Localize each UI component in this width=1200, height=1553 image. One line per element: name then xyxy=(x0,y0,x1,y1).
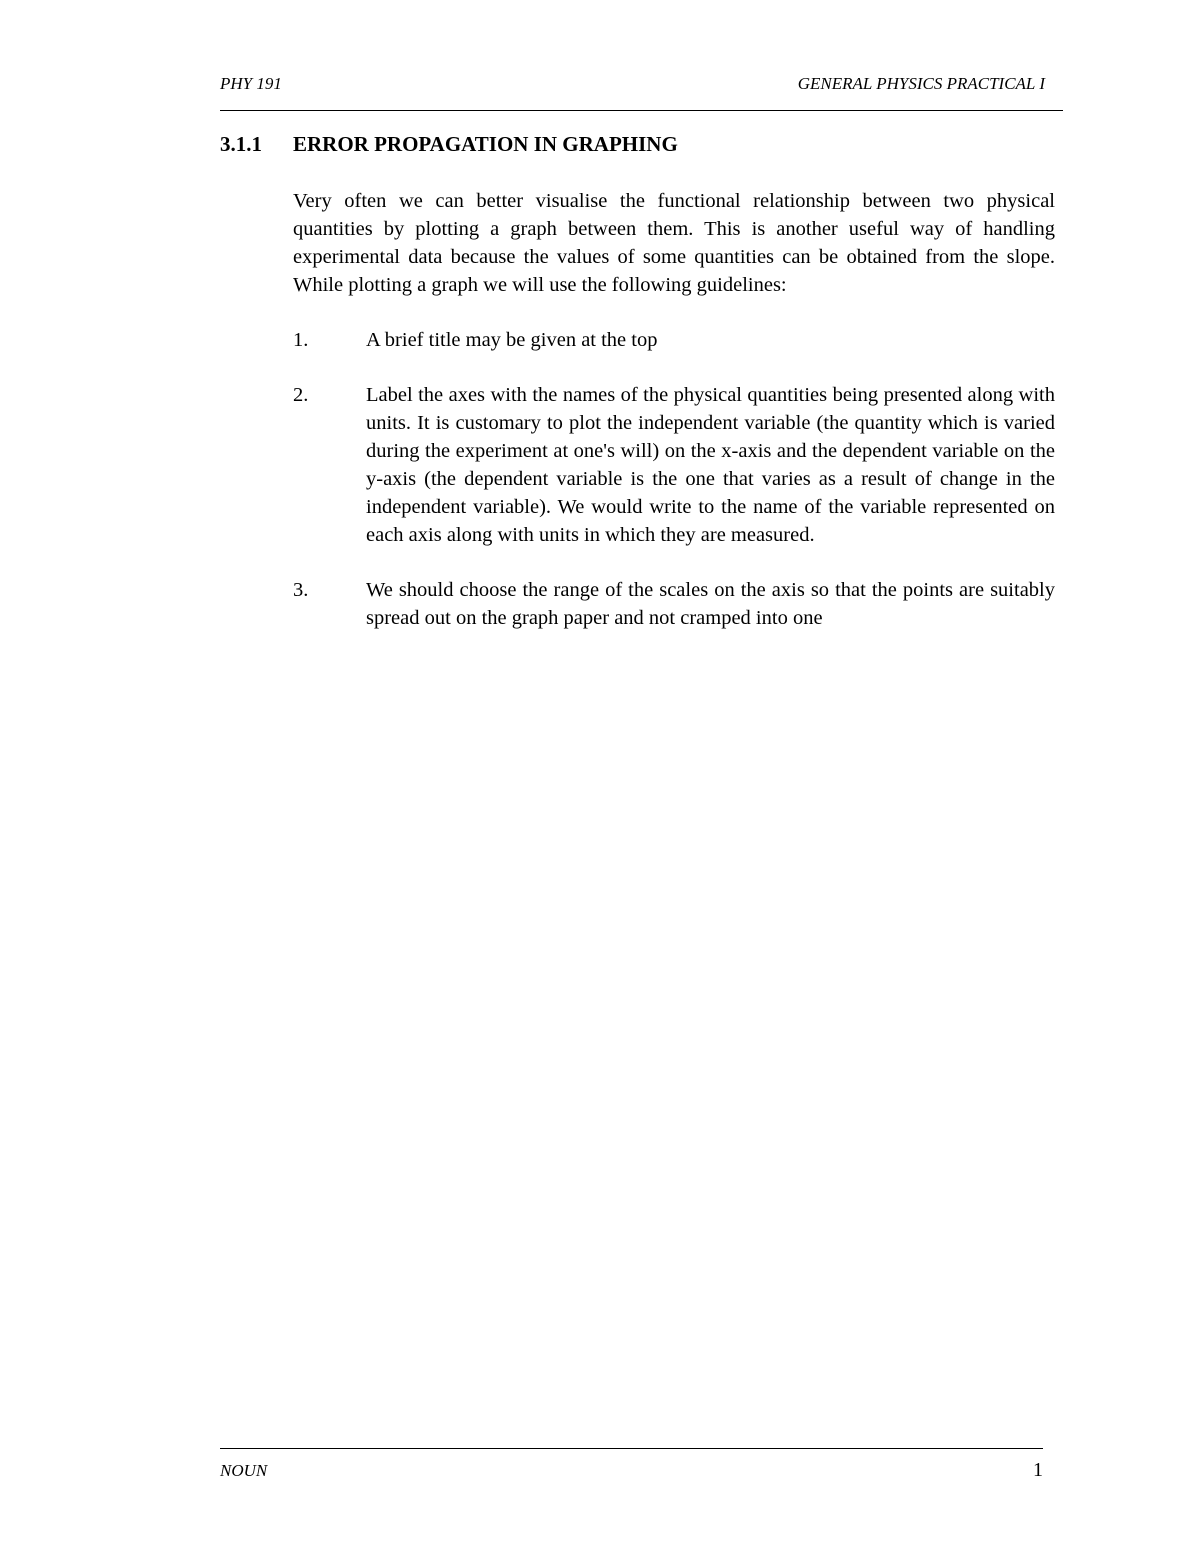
list-item-text: We should choose the range of the scales on the axis so that the points are suitably spread out on the graph paper and not cramped into one xyxy=(366,579,1055,629)
list-item-number: 1. xyxy=(293,329,309,351)
section-body xyxy=(293,187,1055,659)
footer-page-number: 1 xyxy=(1033,1459,1043,1481)
list-item-text: Label the axes with the names of the physical quantities being presented along with units. It is customary to plot the independent variable (the quantity which is varied during the experiment at one's will) on the x-axis and the dependent variable on the y-axis (the dependent variable is the one that varies as a result of change in the independent variable). We would write to the name of the variable represented on each axis along with units in which they are measured. xyxy=(366,384,1055,546)
list-item xyxy=(293,576,1055,632)
intro-paragraph: Very often we can better visualise the functional relationship between two physical quantities by plotting a graph between them. This is another useful way of handling experimental data because the values of some quantities can be obtained from the slope. While plotting a graph we will use the following guidelines: xyxy=(293,190,1055,296)
list-item-number: 3. xyxy=(293,579,309,601)
section-title: ERROR PROPAGATION IN GRAPHING xyxy=(293,132,678,156)
page-header xyxy=(220,72,1063,111)
footer-institution: NOUN xyxy=(220,1461,268,1480)
list-item-number: 2. xyxy=(293,384,309,406)
page-footer xyxy=(220,1448,1043,1489)
list-item xyxy=(293,381,1055,549)
list-item-text: A brief title may be given at the top xyxy=(366,329,658,351)
header-course-title: GENERAL PHYSICS PRACTICAL I xyxy=(797,74,1045,93)
section-number: 3.1.1 xyxy=(220,132,262,156)
header-course-code: PHY 191 xyxy=(220,74,282,93)
list-item xyxy=(293,326,1055,354)
section-heading xyxy=(220,132,678,157)
